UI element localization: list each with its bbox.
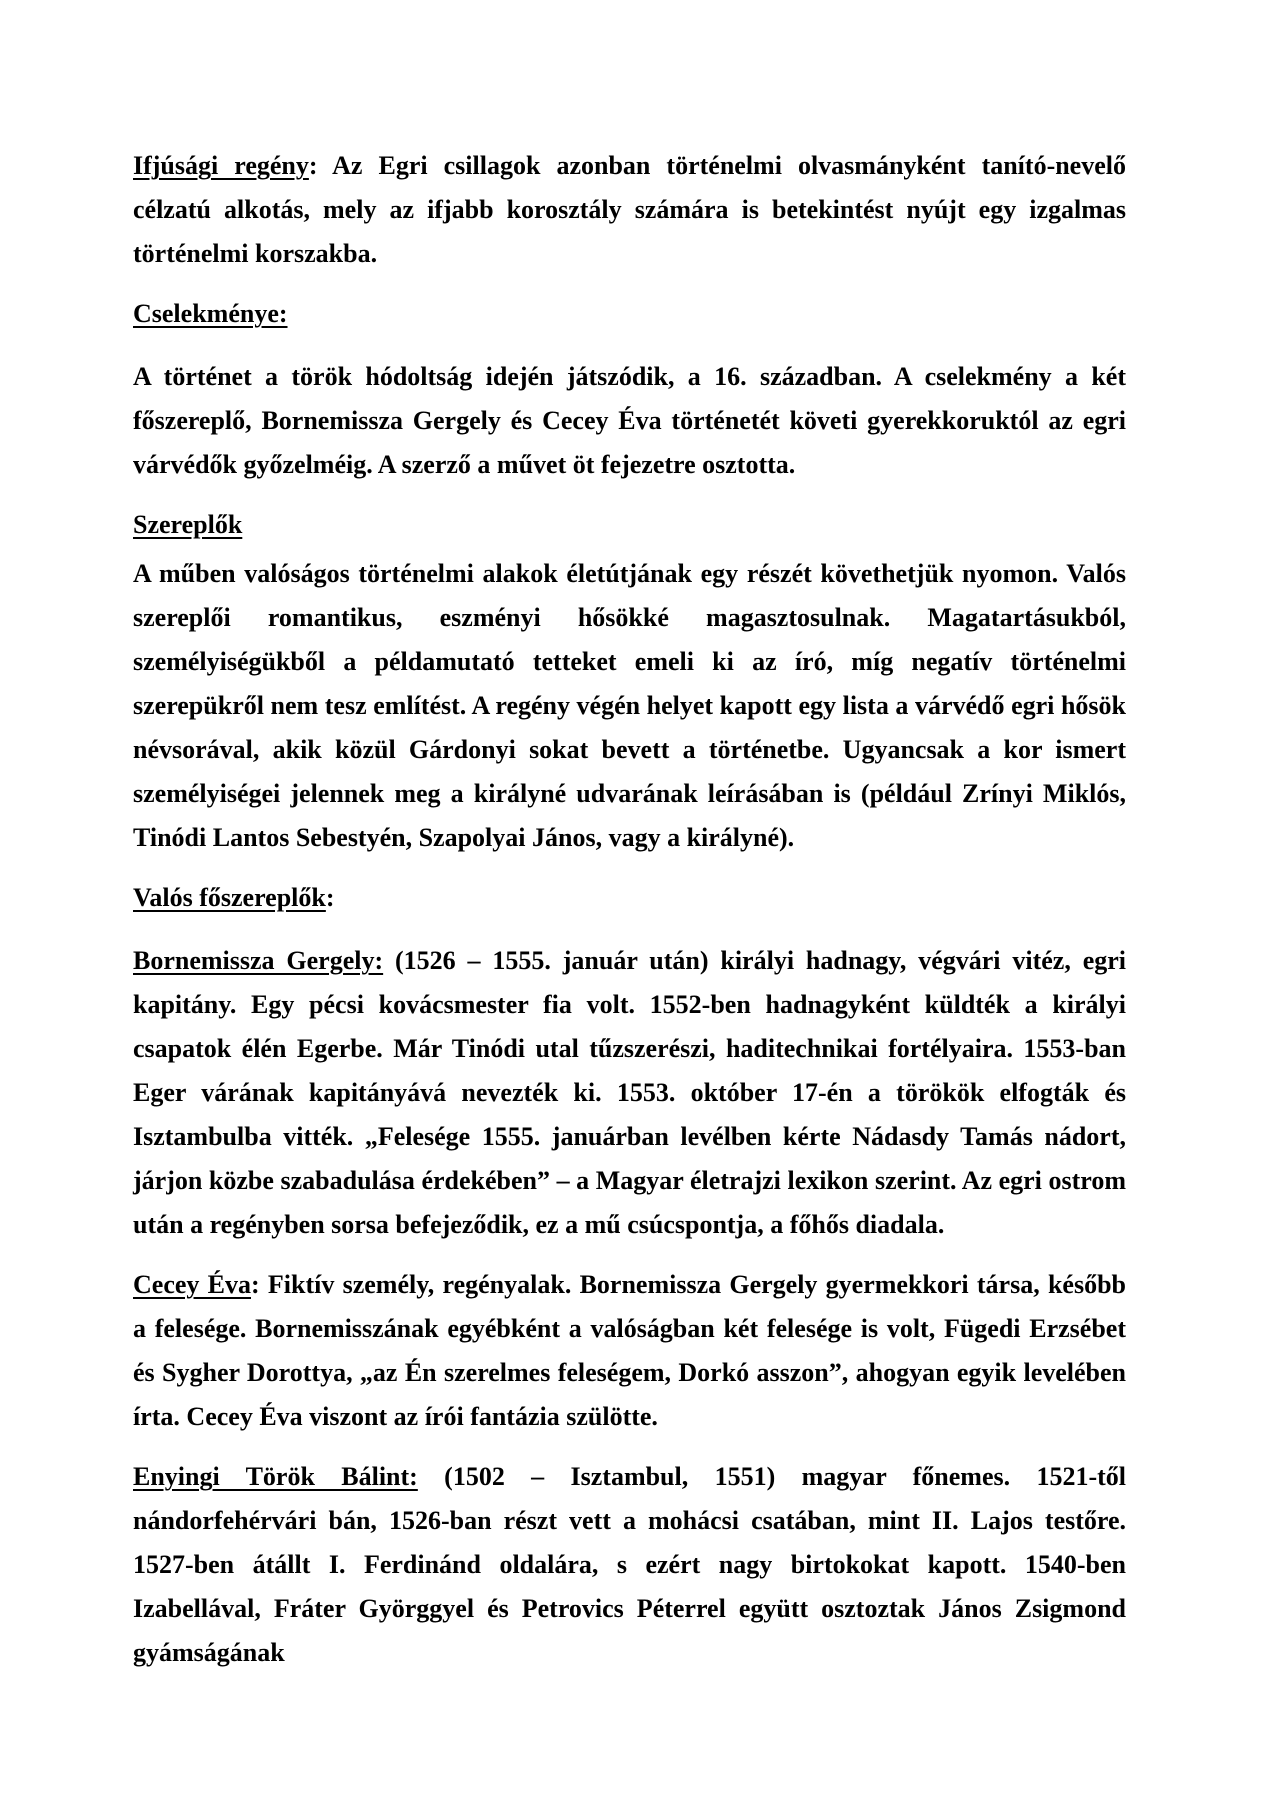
paragraph-bornemissza-gergely [133, 939, 1126, 1247]
underlined-lead-bornemissza-gergely: Bornemissza Gergely: [133, 946, 384, 975]
heading-cselekmenye [133, 292, 1126, 336]
paragraph-text: Az Egri csillagok azonban történelmi olvasmányként tanító-nevelő célzatú alkotás, mely az ifjabb korosztály számára is betekintést nyújt egy izgalmas történelmi korszakba. [133, 151, 1126, 268]
paragraph-plot-summary [133, 355, 1126, 487]
paragraph-cecey-eva [133, 1263, 1126, 1439]
underlined-heading-text: Cselekménye: [133, 299, 288, 328]
paragraph-text: A műben valóságos történelmi alakok életútjának egy részét követhetjük nyomon. Valós szereplői romantikus, eszményi hősökké magasztosulnak. Magatartásukból, személyiségükből a példamutató tetteket emeli ki az író, míg negatív történelmi szerepükről nem tesz említést. A regény végén helyet kapott egy lista a várvédő egri hősök névsorával, akik közül Gárdonyi sokat bevett a történetbe. Ugyancsak a kor ismert személyiségei jelennek meg a királyné udvarának leírásában is (például Zrínyi Miklós, Tinódi Lantos Sebestyén, Szapolyai János, vagy a királyné). [133, 559, 1126, 852]
lead-separator [418, 1462, 444, 1491]
underlined-heading-text: Szereplők [133, 510, 243, 539]
heading-valos-foszereplok [133, 876, 1126, 920]
underlined-lead-ifjusagi-regeny: Ifjúsági regény [133, 151, 309, 180]
heading-szereplok [133, 503, 1126, 547]
paragraph-text: (1502 – Isztambul, 1551) magyar főnemes. 1521-től nándorfehérvári bán, 1526-ban részt vett a mohácsi csatában, mint II. Lajos testőre. 1527-ben átállt I. Ferdinánd oldalára, s ezért nagy birtokokat kapott. 1540-ben Izabellával, Fráter Györggyel és Petrovics Péterrel együtt osztoztak János Zsigmond gyámságának [133, 1462, 1126, 1667]
paragraph-text: A történet a török hódoltság idején játszódik, a 16. században. A cselekmény a két főszereplő, Bornemissza Gergely és Cecey Éva történetét követi gyerekkoruktól az egri várvédők győzelméig. A szerző a művet öt fejezetre osztotta. [133, 362, 1126, 479]
lead-separator: : [251, 1270, 268, 1299]
heading-colon: : [325, 883, 335, 912]
underlined-lead-cecey-eva: Cecey Éva [133, 1270, 251, 1299]
lead-separator: : [308, 151, 333, 180]
paragraph-characters [133, 552, 1126, 860]
lead-separator [383, 946, 395, 975]
paragraph-enyingi-torok-balint [133, 1455, 1126, 1675]
underlined-lead-enyingi-torok-balint: Enyingi Török Bálint: [133, 1462, 418, 1491]
paragraph-youth-novel [133, 144, 1126, 276]
paragraph-text: Fiktív személy, regényalak. Bornemissza Gergely gyermekkori társa, később a felesége. Bornemisszának egyébként a valóságban két felesége is volt, Fügedi Erzsébet és Sygher Dorottya, „az Én szerelmes feleségem, Dorkó asszon”, ahogyan egyik levelében írta. Cecey Éva viszont az írói fantázia szülötte. [133, 1270, 1126, 1431]
paragraph-text: (1526 – 1555. január után) királyi hadnagy, végvári vitéz, egri kapitány. Egy pécsi kovácsmester fia volt. 1552-ben hadnagyként küldték a királyi csapatok élén Egerbe. Már Tinódi utal tűzszerészi, haditechnikai fortélyaira. 1553-ban Eger várának kapitányává nevezték ki. 1553. október 17-én a törökök elfogták és Isztambulba vitték. „Felesége 1555. januárban levélben kérte Nádasdy Tamás nádort, járjon közbe szabadulása érdekében” – a Magyar életrajzi lexikon szerint. Az egri ostrom után a regényben sorsa befejeződik, ez a mű csúcspontja, a főhős diadala. [133, 946, 1127, 1239]
underlined-heading-text: Valós főszereplők [133, 883, 326, 912]
